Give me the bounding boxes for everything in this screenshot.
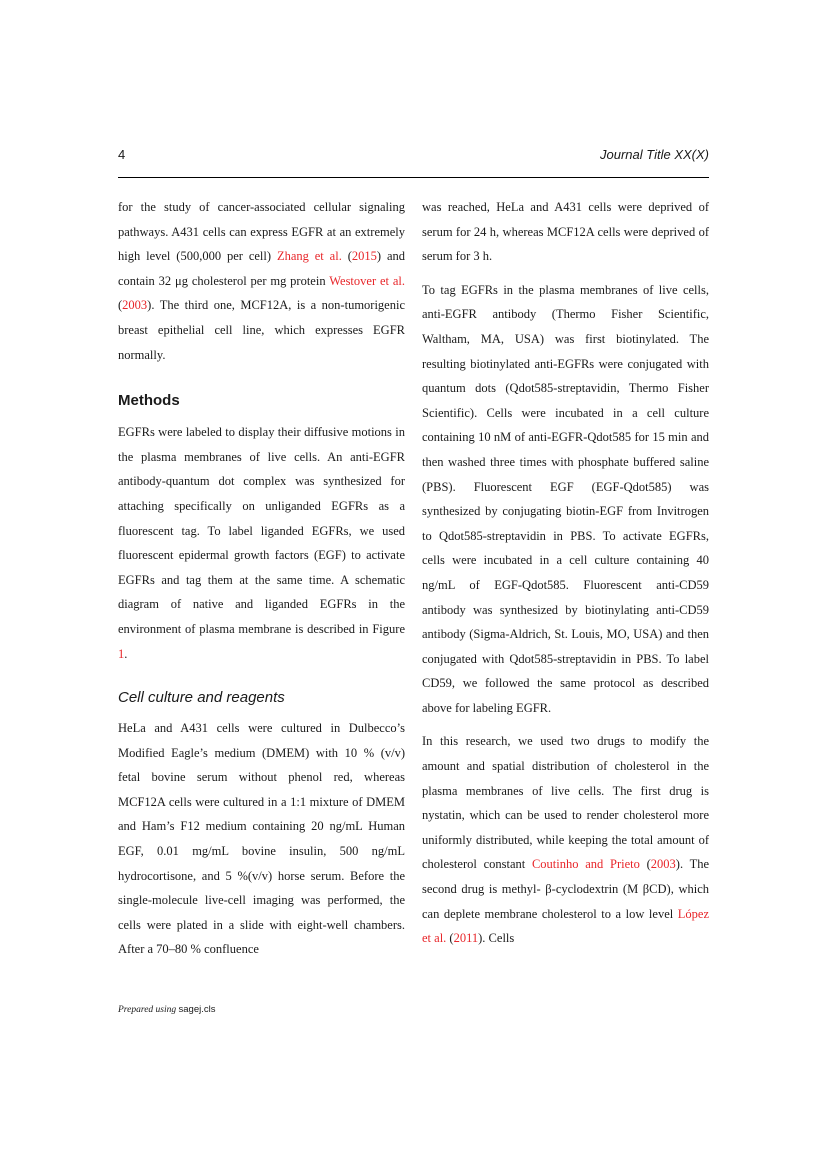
citation-link-zhang[interactable]: Zhang et al. xyxy=(276,249,342,264)
footer-cls: sagej.cls xyxy=(178,1004,216,1015)
cell-culture-paragraph: HeLa and A431 cells were cultured in Dulbecco’s Modified Eagle’s medium (DMEM) with 10 % (v/v) fetal bovine serum without phenol red, whereas MCF12A cells were cultured in a 1:1 mixture of DMEM and Ham’s F12 medium containing 20 ng/mL Human EGF, 0.01 mg/mL bovine insulin, 500 ng/mL hydrocortisone, and 5 %(v/v) horse serum. Before the single-molecule live-cell imaging was performed, the cells were plated in a slide with eight-well chambers. After a 70–80 % confluence xyxy=(118,721,405,957)
citation-year-coutinho[interactable]: 2003 xyxy=(650,857,676,872)
methods-heading: Methods xyxy=(118,392,180,410)
header-rule xyxy=(118,177,709,178)
cell-culture-heading: Cell culture and reagents xyxy=(118,689,285,707)
page-number: 4 xyxy=(118,147,126,162)
citation-link-westover[interactable]: Westover et al. xyxy=(329,273,405,288)
tagging-paragraph: To tag EGFRs in the plasma membranes of live cells, anti-EGFR antibody (Thermo Fisher Scientific, Waltham, MA, USA) was first biotinylated. The resulting biotinylated anti-EGFRs were conjugated with quantum dots (Qdot585-streptavidin, Thermo Fisher Scientific). Cells were incubated in a cell culture containing 10 nM of anti-EGFR-Qdot585 for 15 min and then washed three times with phosphate buffered saline (PBS). Fluorescent EGF (EGF-Qdot585) was synthesized by conjugating biotin-EGF from Invitrogen to Qdot585-streptavidin in PBS. To activate EGFRs, cells were incubated in a cell culture containing 40 ng/mL of EGF-Qdot585. Fluorescent anti-CD59 antibody was synthesized by biotinylating anti-CD59 antibody (Sigma-Aldrich, St. Louis, MO, USA) and then conjugated with Qdot585-streptavidin in PBS. To label CD59, we followed the same protocol as described above for labeling EGFR. xyxy=(422,282,709,715)
citation-year-lopez[interactable]: 2011 xyxy=(453,931,479,946)
footer-note: Prepared using sagej.cls xyxy=(118,1004,216,1015)
right-column xyxy=(422,195,709,951)
serum-paragraph: was reached, HeLa and A431 cells were deprived of serum for 24 h, whereas MCF12A cells were deprived of serum for 3 h. xyxy=(422,200,709,264)
left-column xyxy=(118,195,405,962)
citation-link-lopez[interactable]: López et al. xyxy=(422,906,709,946)
journal-title: Journal Title XX(X) xyxy=(600,147,709,162)
intro-paragraph: for the study of cancer-associated cellular signaling pathways. A431 cells can express EGFR at an extremely high level (500,000 per cell) Zhang et al. (2015) and contain 32 μg cholesterol per mg protein Westover et al. (2003). The third one, MCF12A, is a non-tumorigenic breast epithelial cell line, which expresses EGFR normally. xyxy=(118,200,405,362)
figure-link[interactable]: 1 xyxy=(118,646,125,661)
methods-paragraph: EGFRs were labeled to display their diffusive motions in the plasma membranes of live cells. An anti-EGFR antibody-quantum dot complex was synthesized for attaching specifically on unliganded EGFRs as a fluorescent tag. To label liganded EGFRs, we used fluorescent epidermal growth factors (EGF) to activate EGFRs and tag them at the same time. A schematic diagram of native and liganded EGFRs in the environment of plasma membrane is described in Figure 1. xyxy=(118,425,405,661)
citation-link-coutinho[interactable]: Coutinho and Prieto xyxy=(531,857,640,872)
citation-year-zhang[interactable]: 2015 xyxy=(351,249,377,264)
citation-year-westover[interactable]: 2003 xyxy=(122,298,148,313)
drugs-paragraph: In this research, we used two drugs to modify the amount and spatial distribution of cholesterol in the plasma membranes of live cells. The first drug is nystatin, which can be used to render cholesterol more uniformly distributed, while keeping the total amount of cholesterol constant Coutinho and Prieto (2003). The second drug is methyl- β-cyclodextrin (M βCD), which can deplete membrane cholesterol to a low level López et al. (2011). Cells xyxy=(422,734,710,946)
